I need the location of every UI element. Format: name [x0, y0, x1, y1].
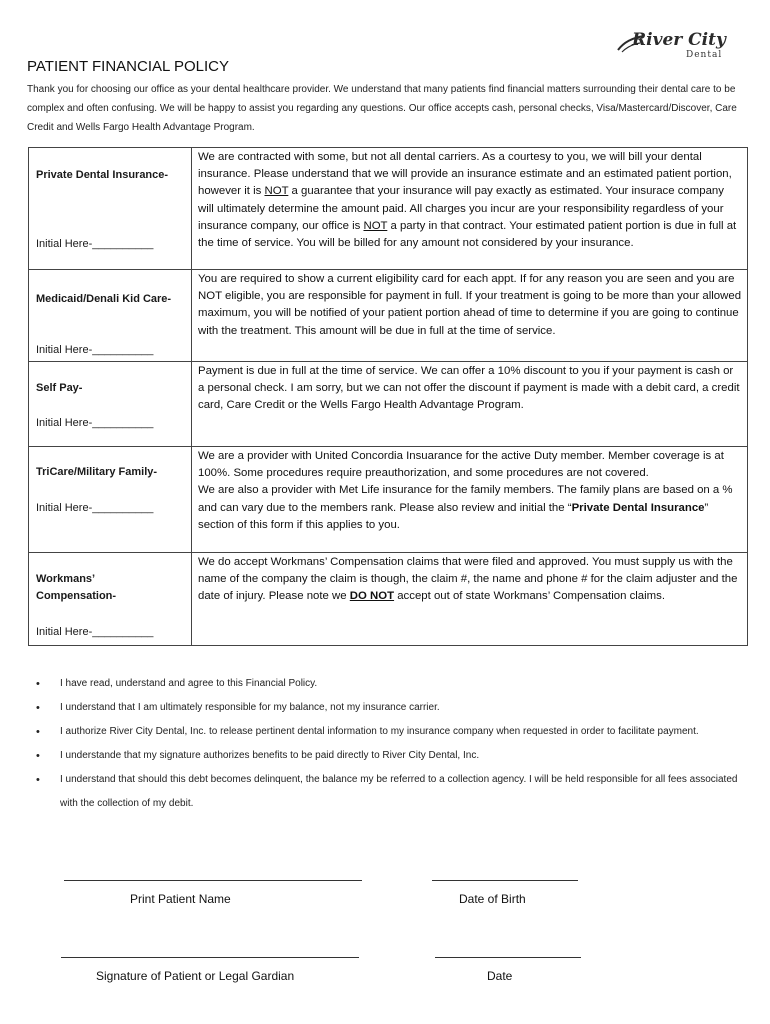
self-pay-label: Self Pay-	[36, 382, 83, 394]
intro-paragraph: Thank you for choosing our office as your dental healthcare provider. We understand that many patients find financial matters surrounding their dental care to be complex and often confusing. We will be happy to assist you regarding any questions. Our office accepts cash, personal checks, Visa/Mastercard/Discover, Care Credit and Wells Fargo Health Advantage Program.	[27, 84, 737, 133]
print-name-label: Print Patient Name	[130, 892, 231, 906]
list-item	[27, 696, 747, 720]
acknowledgement-text: I understande that my signature authorizes benefits to be paid directly to River City Dental, Inc.	[60, 750, 480, 761]
policy-text: a guarantee that your insurance will pay exactly as estimated. Your insurace company will ultimately determine the amount paid. All charges you incur are your responsibility regardless of your insurance company, our office is	[198, 185, 724, 232]
signature-label: Signature of Patient or Legal Gardian	[96, 969, 295, 983]
policy-text: a party in that contract. Your estimated patient portion is due in full at the time of service. You will be billed for any amount not considered by your insurance.	[198, 219, 737, 250]
policy-text: ” section of this form if this applies to you.	[198, 501, 709, 531]
dob-line[interactable]	[432, 880, 578, 881]
policy-row-private-insurance	[29, 148, 748, 270]
policy-text: We are also a provider with Met Life insurance for the family members. The family plans are based on a % and can vary due to the members rank. Please also review and initial the “	[198, 484, 733, 514]
emphasis-not: NOT	[264, 185, 289, 198]
workmans-comp-initial-field[interactable]: Initial Here-__________	[36, 626, 154, 638]
dob-label: Date of Birth	[459, 892, 526, 906]
signature-line[interactable]	[61, 957, 359, 958]
policy-label-cell	[29, 148, 192, 270]
emphasis-not: NOT	[363, 219, 388, 232]
tricare-label: TriCare/Military Family-	[36, 466, 158, 478]
tricare-paragraph-2	[198, 482, 742, 534]
date-line[interactable]	[435, 957, 581, 958]
self-pay-text: Payment is due in full at the time of service. We can offer a 10% discount to you if your payment is cash or a personal check. I am sorry, but we can not offer the discount if payment is made with a debit card, a credit card, Care Credit or the Wells Fargo Health Advantage Program.	[192, 362, 748, 447]
private-insurance-label: Private Dental Insurance-	[36, 169, 169, 181]
tricare-text	[192, 447, 748, 553]
emphasis-private-dental-insurance: Private Dental Insurance	[571, 501, 705, 514]
logo-script-text: River City	[632, 30, 726, 50]
policy-row-medicaid	[29, 270, 748, 362]
date-label: Date	[487, 969, 513, 983]
logo-subtitle: Dental	[686, 50, 723, 60]
policy-text: We are contracted with some, but not all dental carriers. As a courtesy to you, we will bill your dental insurance. Please understand that we will provide an insurance estimate and an estimated patient portion, however it is	[198, 151, 732, 198]
page-title: PATIENT FINANCIAL POLICY	[27, 58, 229, 75]
print-name-line[interactable]	[64, 880, 362, 881]
tricare-initial-field[interactable]: Initial Here-__________	[36, 502, 154, 514]
bullet-icon: •	[36, 774, 40, 786]
private-insurance-initial-field[interactable]: Initial Here-__________	[36, 238, 154, 250]
medicaid-text: You are required to show a current eligibility card for each appt. If for any reason you are seen and you are NOT eligible, you are responsible for payment in full. If your treatment is going to be more than your allowed maximum, you will be notified of your patient portion ahead of time to determine if you are going to continue with the treatment. This amount will be due in full at the time of service.	[192, 270, 748, 362]
policy-row-workmans-comp	[29, 553, 748, 646]
acknowledgement-text: I authorize River City Dental, Inc. to release pertinent dental information to my insurance company when requested in order to facilitate payment.	[60, 726, 699, 737]
bullet-icon: •	[36, 726, 40, 738]
bullet-icon: •	[36, 750, 40, 762]
private-insurance-text	[192, 148, 748, 270]
policy-label-cell	[29, 447, 192, 553]
workmans-comp-text	[192, 553, 748, 646]
workmans-comp-label: Workmans’ Compensation-	[36, 573, 117, 602]
policy-label-cell	[29, 553, 192, 646]
medicaid-initial-field[interactable]: Initial Here-__________	[36, 344, 154, 356]
policy-label-cell	[29, 362, 192, 447]
acknowledgement-text: I understand that I am ultimately responsible for my balance, not my insurance carrier.	[60, 702, 440, 713]
river-city-dental-logo	[616, 30, 724, 62]
bullet-icon: •	[36, 702, 40, 714]
acknowledgement-text: I have read, understand and agree to this Financial Policy.	[60, 678, 318, 689]
emphasis-do-not: DO NOT	[349, 590, 395, 603]
policy-table	[28, 147, 748, 646]
policy-text: We do accept Workmans’ Compensation claims that were filed and approved. You must supply us with the name of the company the claim is though, the claim #, the name and phone # for the claim adjuster and the date of injury. Please note we	[198, 556, 738, 603]
policy-row-tricare	[29, 447, 748, 553]
policy-row-self-pay	[29, 362, 748, 447]
list-item	[27, 744, 747, 768]
acknowledgement-text: I understand that should this debt becomes delinquent, the balance my be referred to a collection agency. I will be held responsible for all fees associated with the collection of my debit.	[60, 774, 738, 809]
policy-label-cell	[29, 270, 192, 362]
self-pay-initial-field[interactable]: Initial Here-__________	[36, 417, 154, 429]
list-item	[27, 672, 747, 696]
acknowledgement-list	[27, 672, 747, 816]
policy-text: accept out of state Workmans’ Compensation claims.	[394, 590, 666, 603]
bullet-icon: •	[36, 678, 40, 690]
medicaid-label: Medicaid/Denali Kid Care-	[36, 293, 172, 305]
tricare-paragraph-1: We are a provider with United Concordia Insuarance for the active Duty member. Member coverage is at 100%. Some procedures require preauthorization, and some procedures are not covered.	[198, 450, 724, 480]
list-item	[27, 768, 747, 816]
list-item	[27, 720, 747, 744]
